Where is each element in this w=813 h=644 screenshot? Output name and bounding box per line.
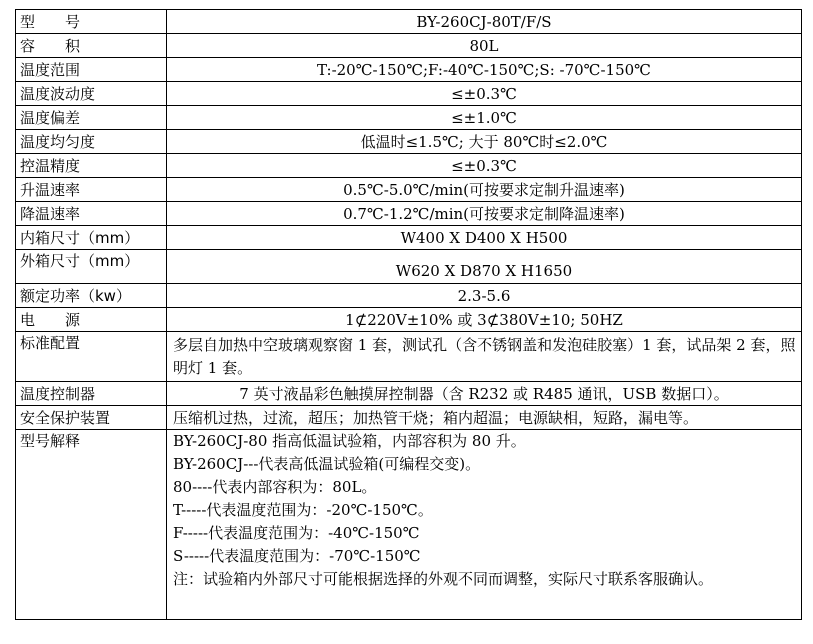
explanation-line: S-----代表温度范围为：-70℃-150℃ xyxy=(173,547,421,565)
row-label-uniformity: 温度均匀度 xyxy=(16,130,167,154)
explanation-note: 注：试验箱内外部尺寸可能根据选择的外观不同而调整，实际尺寸联系客服确认。 xyxy=(173,570,714,588)
table-row xyxy=(16,284,802,308)
row-label-outer-size: 外箱尺寸（mm） xyxy=(16,250,167,284)
row-value-volume: 80L xyxy=(167,34,802,58)
table-row xyxy=(16,82,802,106)
row-label-power-rating: 额定功率（kw） xyxy=(16,284,167,308)
explanation-line: F-----代表温度范围为：-40℃-150℃ xyxy=(173,524,420,542)
row-value-deviation: ≤±1.0℃ xyxy=(167,106,802,130)
standard-config-text: 多层自加热中空玻璃观察窗 1 套，测试孔（含不锈钢盖和发泡硅胶塞）1 套，试品架 2 套，照明灯 1 套。 xyxy=(173,335,796,377)
explanation-line: T-----代表温度范围为：-20℃-150℃。 xyxy=(173,501,433,519)
row-value-fluctuation: ≤±0.3℃ xyxy=(167,82,802,106)
row-label-deviation: 温度偏差 xyxy=(16,106,167,130)
row-value-heating-rate: 0.5℃-5.0℃/min(可按要求定制升温速率) xyxy=(167,178,802,202)
row-label-control-precision: 控温精度 xyxy=(16,154,167,178)
row-value-standard-config xyxy=(167,332,802,382)
row-value-power-supply: 1⊄220V±10% 或 3⊄380V±10; 50HZ xyxy=(167,308,802,332)
explanation-line: BY-260CJ---代表高低温试验箱(可编程交变)。 xyxy=(173,455,481,473)
row-value-control-precision: ≤±0.3℃ xyxy=(167,154,802,178)
table-row xyxy=(16,332,802,382)
explanation-line: BY-260CJ-80 指高低温试验箱，内部容积为 80 升。 xyxy=(173,432,526,450)
row-label-standard-config: 标准配置 xyxy=(16,332,167,382)
row-value-model: BY-260CJ-80T/F/S xyxy=(167,10,802,34)
row-label-cooling-rate: 降温速率 xyxy=(16,202,167,226)
table-row xyxy=(16,178,802,202)
row-label-safety: 安全保护装置 xyxy=(16,406,167,430)
row-label-model-explanation: 型号解释 xyxy=(16,430,167,620)
row-label-temp-range: 温度范围 xyxy=(16,58,167,82)
table-row xyxy=(16,308,802,332)
table-row xyxy=(16,10,802,34)
row-value-uniformity: 低温时≤1.5℃; 大于 80℃时≤2.0℃ xyxy=(167,130,802,154)
table-row xyxy=(16,382,802,406)
table-row xyxy=(16,226,802,250)
table-row xyxy=(16,34,802,58)
table-row xyxy=(16,202,802,226)
row-label-volume: 容 积 xyxy=(16,34,167,58)
row-label-fluctuation: 温度波动度 xyxy=(16,82,167,106)
row-value-temp-range: T:-20℃-150℃;F:-40℃-150℃;S: -70℃-150℃ xyxy=(167,58,802,82)
spec-table xyxy=(15,9,802,620)
table-row xyxy=(16,430,802,620)
row-value-safety: 压缩机过热，过流，超压；加热管干烧；箱内超温；电源缺相，短路，漏电等。 xyxy=(167,406,802,430)
row-value-model-explanation xyxy=(167,430,802,620)
row-value-outer-size: W620 X D870 X H1650 xyxy=(167,250,802,284)
table-row xyxy=(16,58,802,82)
table-row xyxy=(16,106,802,130)
table-row xyxy=(16,154,802,178)
row-label-heating-rate: 升温速率 xyxy=(16,178,167,202)
table-row xyxy=(16,130,802,154)
row-label-inner-size: 内箱尺寸（mm） xyxy=(16,226,167,250)
row-value-inner-size: W400 X D400 X H500 xyxy=(167,226,802,250)
row-label-power-supply: 电 源 xyxy=(16,308,167,332)
row-value-controller: 7 英寸液晶彩色触摸屏控制器（含 R232 或 R485 通讯，USB 数据口）。 xyxy=(167,382,802,406)
table-row xyxy=(16,406,802,430)
row-value-power-rating: 2.3-5.6 xyxy=(167,284,802,308)
row-label-controller: 温度控制器 xyxy=(16,382,167,406)
row-label-model: 型 号 xyxy=(16,10,167,34)
table-row xyxy=(16,250,802,284)
explanation-line: 80----代表内部容积为：80L。 xyxy=(173,478,377,496)
row-value-cooling-rate: 0.7℃-1.2℃/min(可按要求定制降温速率) xyxy=(167,202,802,226)
